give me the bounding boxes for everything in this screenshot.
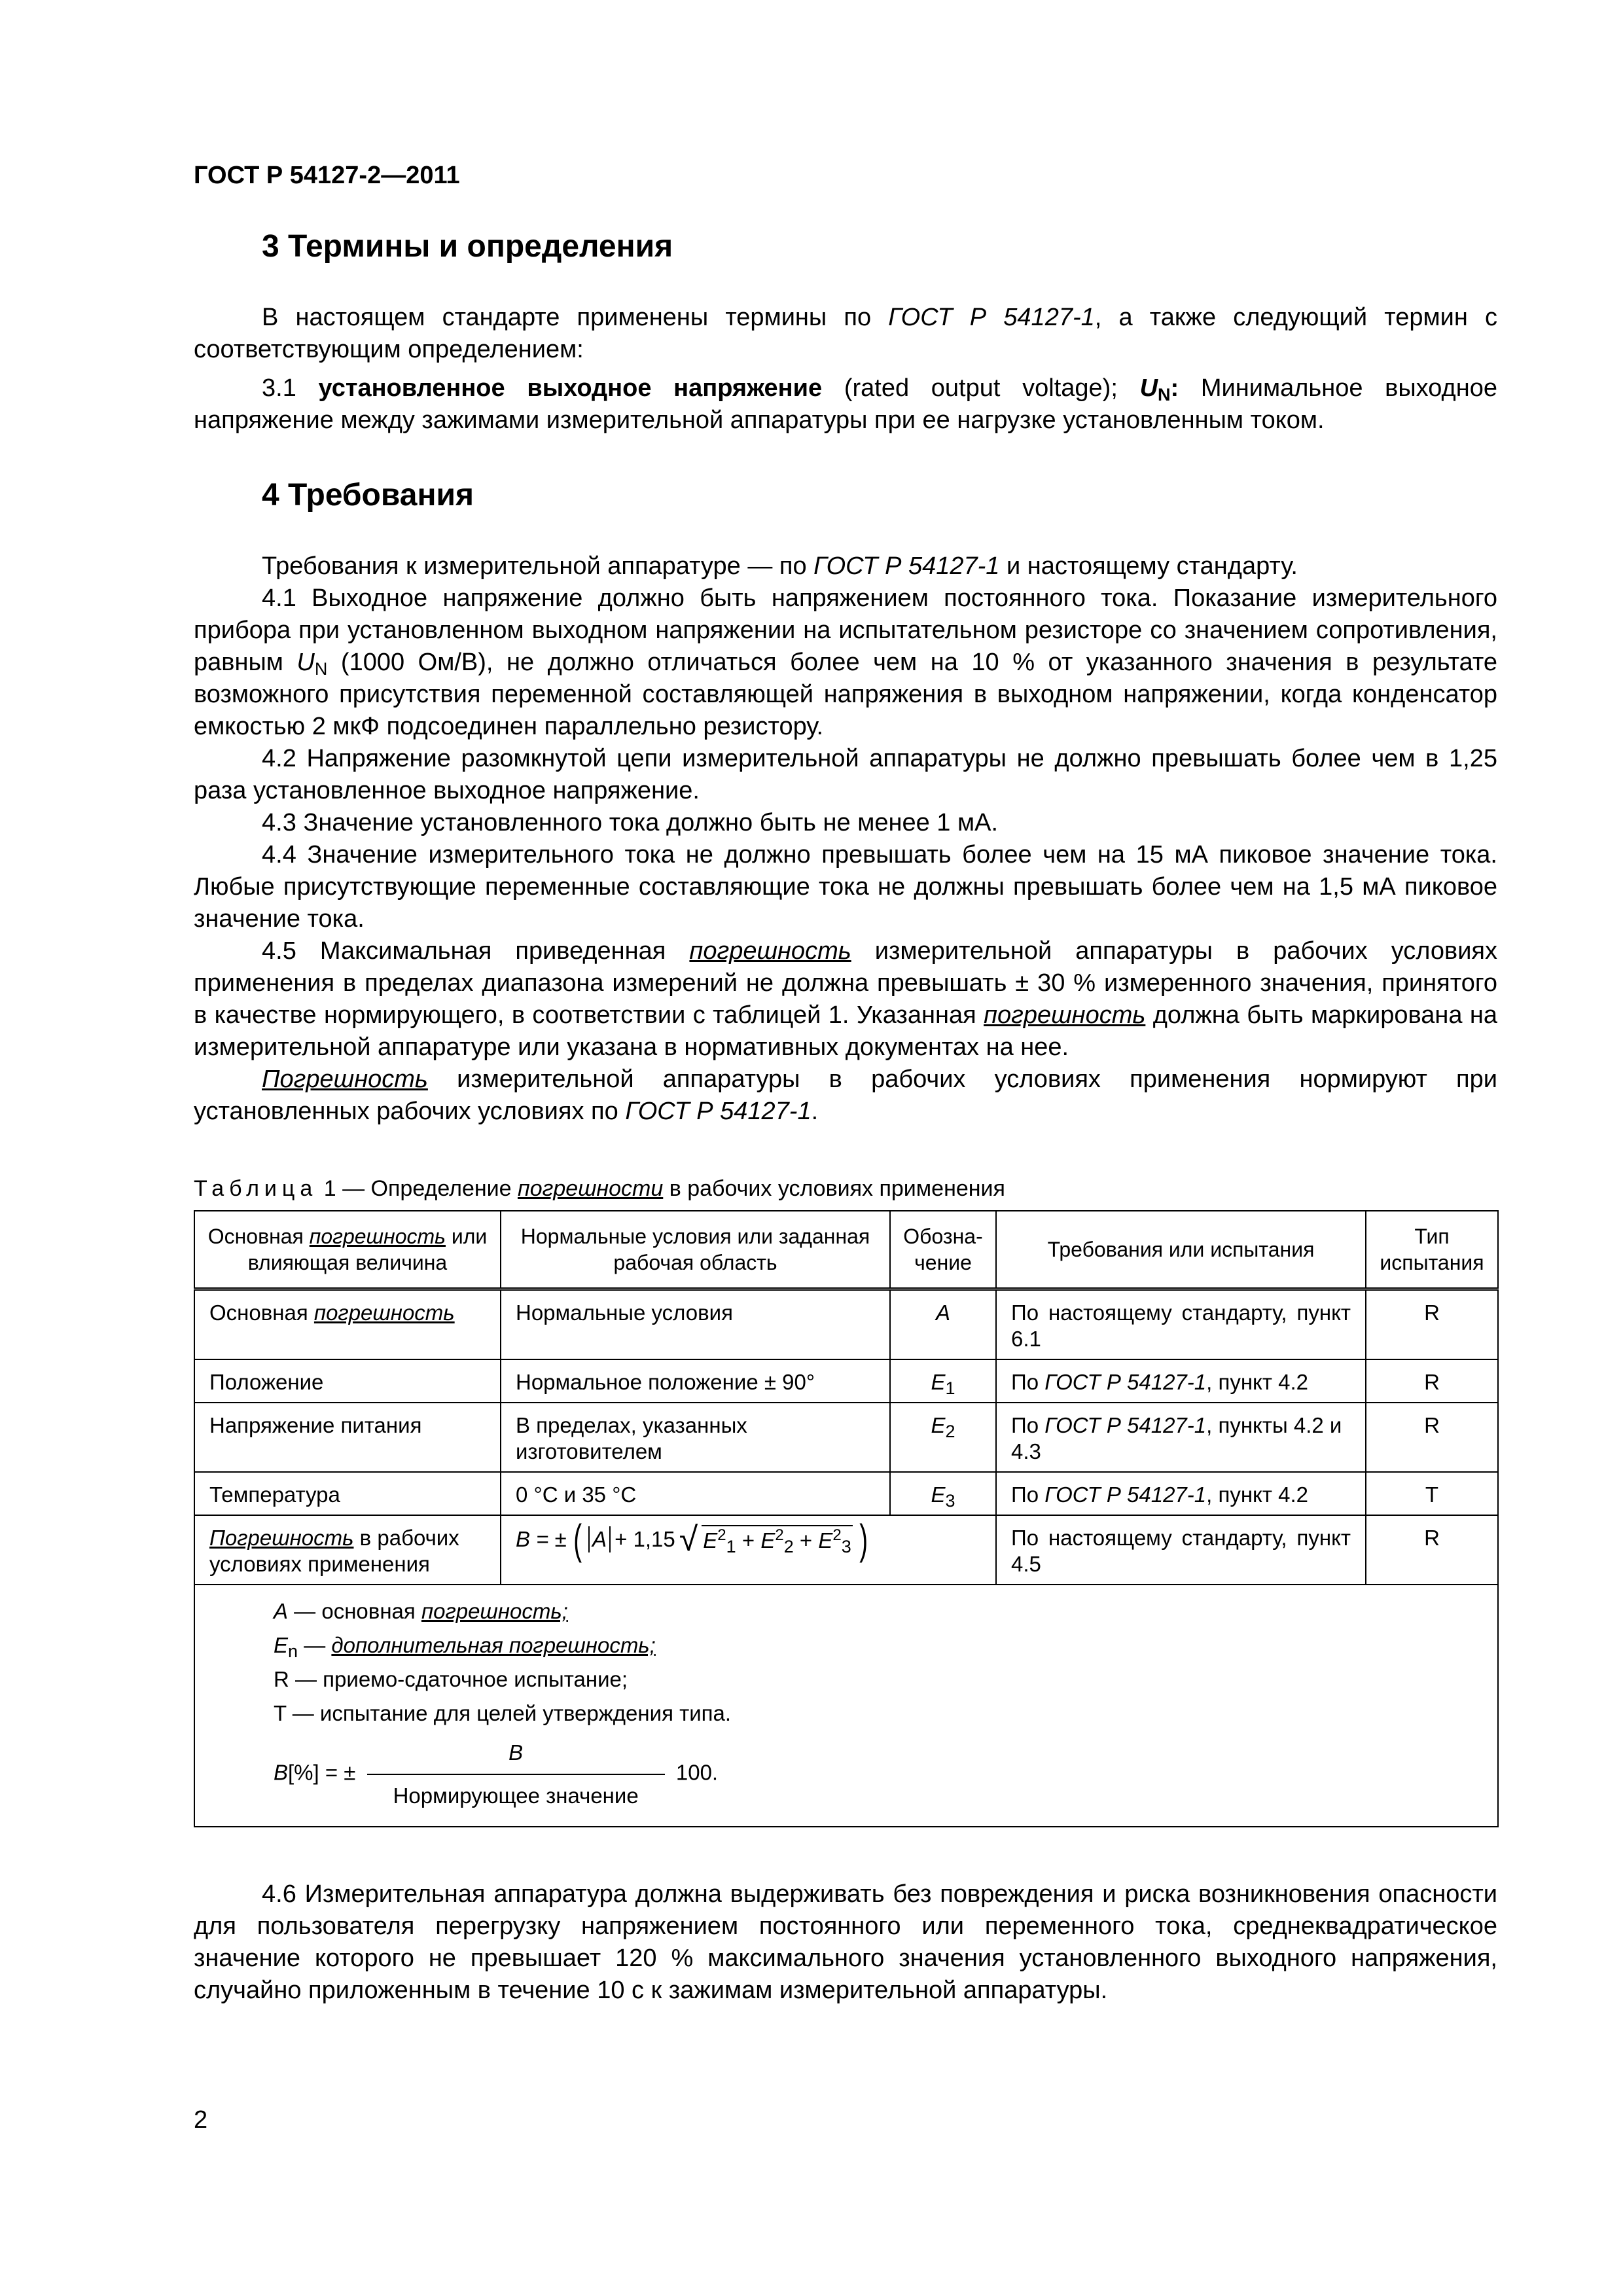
page-number: 2 [194, 2106, 208, 2134]
clause-4-2: 4.2 Напряжение разомкнутой цепи измерительной аппаратуры не должно превышать более чем в 1,25 раза установленное выходное напряжение. [194, 745, 1497, 804]
table-cell: По ГОСТ Р 54127-1, пункт 4.2 [996, 1359, 1366, 1403]
table-cell: $E_2$ [890, 1403, 996, 1472]
table-cell: 0 °C и 35 °C [501, 1472, 890, 1515]
table-cell: T [1366, 1472, 1498, 1515]
term-3-1: 3.1 установленное выходное напряжение (rated output voltage); $U_N$: Минимальное выходное напряжение между зажимами измерительной аппаратуры при ее нагрузке установленным током. [194, 374, 1497, 434]
note-t: T — испытание для целей утверждения типа. [274, 1701, 732, 1725]
header-cell: Основная погрешность или влияющая величина [194, 1211, 501, 1289]
standard-header: ГОСТ Р 54127-2—2011 [194, 162, 460, 189]
table-cell: По ГОСТ Р 54127-1, пункт 4.2 [996, 1472, 1366, 1515]
table-cell: R [1366, 1359, 1498, 1403]
section-4-intro: Требования к измерительной аппаратуре — по ГОСТ Р 54127-1 и настоящему стандарту. [262, 552, 1298, 580]
table-notes [194, 1585, 1498, 1827]
table-row [194, 1403, 1498, 1472]
table-cell: $E_3$ [890, 1472, 996, 1515]
table-cell: Погрешность в рабочих условиях применения [194, 1515, 501, 1585]
table-cell: Нормальное положение ± 90° [501, 1359, 890, 1403]
clause-4-3: 4.3 Значение установленного тока должно быть не менее 1 мА. [262, 809, 999, 836]
header-cell: Требования или испытания [996, 1211, 1366, 1289]
table-row [194, 1472, 1498, 1515]
percent-formula: B[%] = ± $\frac{B}{\text{Нормирующее значение}}$ 100. [274, 1736, 1497, 1813]
document-page [194, 160, 1497, 2007]
section-4-title: 4 Требования [262, 478, 474, 512]
section-3-intro: В настоящем стандарте применены термины по ГОСТ Р 54127-1, а также следующий термин с соответствующим определением: [194, 304, 1498, 363]
clause-4-1: 4.1 Выходное напряжение должно быть напряжением постоянного тока. Показание измерительного прибора при установленном выходном напряжении на испытательном резисторе со значением сопротивления, равным $U_N$ (1000 Ом/В), не должно отличаться более чем на 10 % от указанного значения в результате возможного присутствия переменной составляющей напряжения в выходном напряжении, когда конденсатор емкостью 2 мкФ подсоединен параллельно резистору. [194, 584, 1497, 740]
clause-4-4: 4.4 Значение измерительного тока не должно превышать более чем на 15 мА пиковое значение тока. Любые присутствующие переменные составляющие тока не должны превышать более чем на 1,5 мА пиковое значение тока. [194, 841, 1497, 933]
table-cell: Основная погрешность [194, 1289, 501, 1360]
header-cell: Нормальные условия или заданная рабочая область [501, 1211, 890, 1289]
header-cell: Тип испытания [1366, 1211, 1498, 1289]
table-row [194, 1359, 1498, 1403]
table-cell: R [1366, 1515, 1498, 1585]
header-cell: Обозна-чение [890, 1211, 996, 1289]
table-cell: Нормальные условия [501, 1289, 890, 1360]
table-notes-row [194, 1585, 1498, 1827]
note-en: $E_n$ — дополнительная погрешность; [274, 1633, 656, 1661]
table-cell: $E_1$ [890, 1359, 996, 1403]
note-r: R — приемо-сдаточное испытание; [274, 1667, 628, 1691]
table-cell: В пределах, указанных изготовителем [501, 1403, 890, 1472]
table-header-row [194, 1211, 1498, 1289]
error-table [194, 1210, 1499, 1827]
table-cell: Положение [194, 1359, 501, 1403]
clause-4-5: 4.5 Максимальная приведенная погрешность измерительной аппаратуры в рабочих условиях применения в пределах диапазона измерений не должна превышать ± 30 % измеренного значения, принятого в качестве нормирующего, в соответствии с таблицей 1. Указанная погрешность должна быть маркирована на измерительной аппаратуре или указана в нормативных документах на нее. [194, 937, 1497, 1061]
table-cell: A [890, 1289, 996, 1360]
table-cell: Температура [194, 1472, 501, 1515]
table-row [194, 1515, 1498, 1585]
table-cell: R [1366, 1289, 1498, 1360]
error-formula: B = ± ( A + 1,15 √ $E^2_1 + E^2_2 + E^2_3$ ) [516, 1516, 868, 1563]
table-cell: Напряжение питания [194, 1403, 501, 1472]
note-a: A — основная погрешность; [274, 1599, 568, 1623]
table-caption: Таблица 1 — Определение погрешности в рабочих условиях применения [194, 1176, 1005, 1201]
table-row [194, 1289, 1498, 1360]
table-cell: По настоящему стандарту, пункт 4.5 [996, 1515, 1366, 1585]
clause-4-6: 4.6 Измерительная аппаратура должна выдерживать без повреждения и риска возникновения опасности для пользователя перегрузку напряжением постоянного или переменного тока, среднеквадратическое значение которого не превышает 120 % максимального значения установленного выходного напряжения, случайно приложенным в течение 10 с к зажимам измерительной аппаратуры. [194, 1880, 1497, 2004]
table-cell: По ГОСТ Р 54127-1, пункты 4.2 и 4.3 [996, 1403, 1366, 1472]
table-cell: R [1366, 1403, 1498, 1472]
clause-4-5-continued: Погрешность измерительной аппаратуры в рабочих условиях применения нормируют при установленных рабочих условиях по ГОСТ Р 54127-1. [194, 1066, 1497, 1125]
table-cell: По настоящему стандарту, пункт 6.1 [996, 1289, 1366, 1360]
section-3-title: 3 Термины и определения [262, 229, 673, 264]
formula-cell [501, 1515, 996, 1585]
